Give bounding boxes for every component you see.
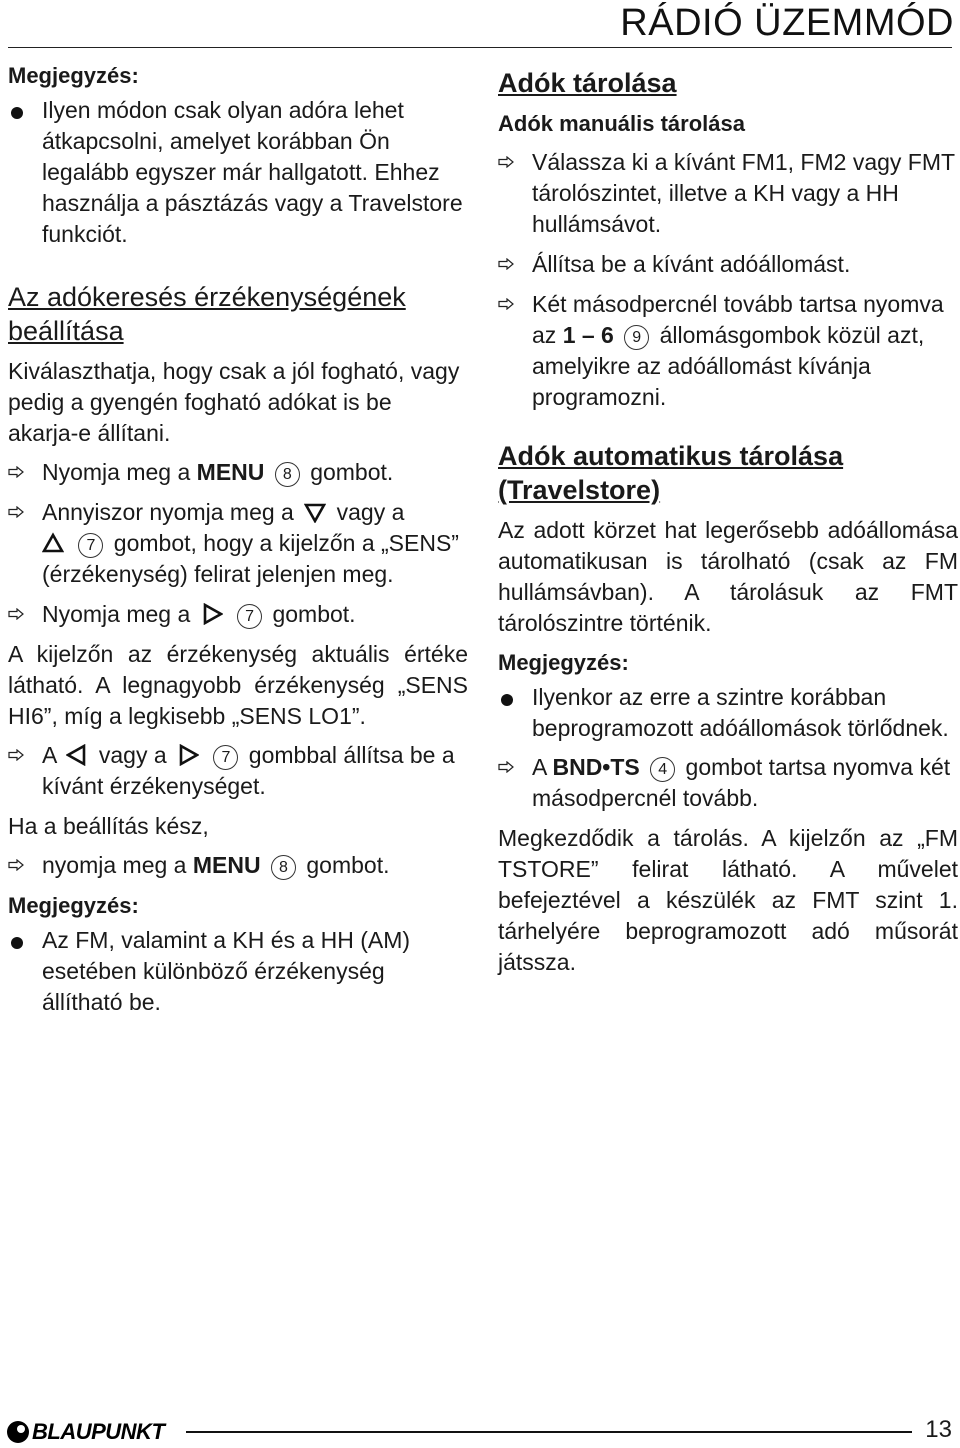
step-arrow-icon — [498, 761, 514, 773]
note-title: Megjegyzés: — [498, 650, 629, 675]
step-press-menu-finish: nyomja meg a MENU 8 gombot. — [8, 850, 468, 881]
section-title-sensitivity: Az adókeresés érzékenységének beállítása — [8, 282, 406, 346]
step-hold-bnd-ts: A BND•TS 4 gombot tartsa nyomva két másodpercnél tovább. — [498, 752, 958, 814]
step-press-menu: Nyomja meg a MENU 8 gombot. — [8, 457, 468, 488]
step-arrow-icon — [498, 258, 514, 270]
page-header-title: RÁDIÓ ÜZEMMÓD — [620, 2, 954, 44]
header-rule — [8, 47, 952, 48]
section-title-travelstore: Adók automatikus tárolása (Travelstore) — [498, 441, 844, 505]
note-bullet — [8, 925, 468, 1018]
triangle-down-icon — [304, 501, 326, 523]
menu-key-label: MENU — [196, 459, 265, 485]
note-text: Ilyen módon csak olyan adóra lehet átkapcsolni, amelyet korábban Ön legalább egyszer már hallgatott. Ehhez használja a pásztázás vagy a Travelstore funkciót. — [42, 97, 463, 247]
key-number-badge: 8 — [271, 855, 296, 880]
bullet-dot-icon — [11, 107, 23, 119]
setting-done-paragraph: Ha a beállítás kész, — [8, 813, 209, 839]
note-title: Megjegyzés: — [8, 893, 139, 918]
key-number-badge: 7 — [213, 745, 238, 770]
triangle-right-icon — [201, 603, 223, 625]
note-bullet — [498, 682, 958, 744]
note-bullet — [8, 95, 468, 250]
note-title: Megjegyzés: — [8, 63, 139, 88]
sensitivity-value-paragraph: A kijelzőn az érzékenység aktuális értéke látható. A legnagyobb érzékenység „SENS HI6”, míg a legkisebb „SENS LO1”. — [8, 641, 468, 729]
step-arrow-icon — [8, 608, 24, 620]
brand-logo — [6, 1419, 164, 1445]
key-number-badge: 9 — [624, 325, 649, 350]
left-column — [8, 58, 468, 1026]
triangle-left-icon — [66, 744, 88, 766]
menu-key-label: MENU — [192, 852, 261, 878]
step-arrow-icon — [8, 506, 24, 518]
step-arrow-icon — [8, 859, 24, 871]
step-arrow-icon — [498, 156, 514, 168]
section-intro: Kiválaszthatja, hogy csak a jól fogható, vagy pedig a gyengén fogható adókat is be akarja-e állítani. — [8, 358, 460, 446]
note-text: Ilyenkor az erre a szintre korábban beprogramozott adóállomások törlődnek. — [532, 684, 949, 741]
step-arrow-icon — [8, 749, 24, 761]
note-text: Az FM, valamint a KH és a HH (AM) esetében különböző érzékenység állítható be. — [42, 927, 411, 1015]
triangle-right-icon — [177, 744, 199, 766]
right-column — [498, 58, 958, 986]
storing-result-paragraph: Megkezdődik a tárolás. A kijelzőn az „FM TSTORE” felirat látható. A művelet befejeztével a készülék az FMT szint 1. tárhelyére beprogramozott adó műsorát játssza. — [498, 825, 958, 975]
key-number-badge: 7 — [78, 533, 103, 558]
step-press-up-down: Annyiszor nyomja meg a vagy a 7 gombot, hogy a kijelzőn a „SENS” (érzékenység) felirat jelenjen meg. — [8, 497, 468, 590]
blaupunkt-dot-icon — [6, 1420, 30, 1444]
brand-wordmark: BLAUPUNKT — [32, 1419, 165, 1444]
preset-range-label: 1 – 6 — [562, 322, 614, 348]
step-arrow-icon — [8, 466, 24, 478]
step-press-right: Nyomja meg a 7 gombot. — [8, 599, 468, 630]
step-arrow-icon — [498, 298, 514, 310]
step-select-level: Válassza ki a kívánt FM1, FM2 vagy FMT tárolószintet, illetve a KH vagy a HH hullámsávot. — [498, 147, 958, 240]
key-number-badge: 7 — [237, 604, 262, 629]
key-number-badge: 4 — [650, 757, 675, 782]
bullet-dot-icon — [501, 694, 513, 706]
step-tune-station: Állítsa be a kívánt adóállomást. — [498, 249, 958, 280]
step-adjust-sensitivity: A vagy a 7 gombbal állítsa be a kívánt érzékenységet. — [8, 740, 468, 802]
bullet-dot-icon — [11, 937, 23, 949]
triangle-up-icon — [42, 532, 64, 554]
travelstore-paragraph: Az adott körzet hat legerősebb adóállomása automatikusan is tárolható (csak az FM hullámsávban). A tárolásuk az FMT tárolószintre történik. — [498, 517, 958, 636]
footer-rule — [186, 1431, 912, 1433]
subsection-title-manual: Adók manuális tárolása — [498, 111, 745, 136]
step-hold-preset: Két másodpercnél tovább tartsa nyomva az 1 – 6 9 állomásgombok közül azt, amelyikre az adóállomást kívánja programozni. — [498, 289, 958, 413]
page-number: 13 — [925, 1416, 952, 1443]
bnd-ts-key-label: BND•TS — [552, 754, 640, 780]
section-title-storing: Adók tárolása — [498, 68, 677, 98]
key-number-badge: 8 — [275, 462, 300, 487]
